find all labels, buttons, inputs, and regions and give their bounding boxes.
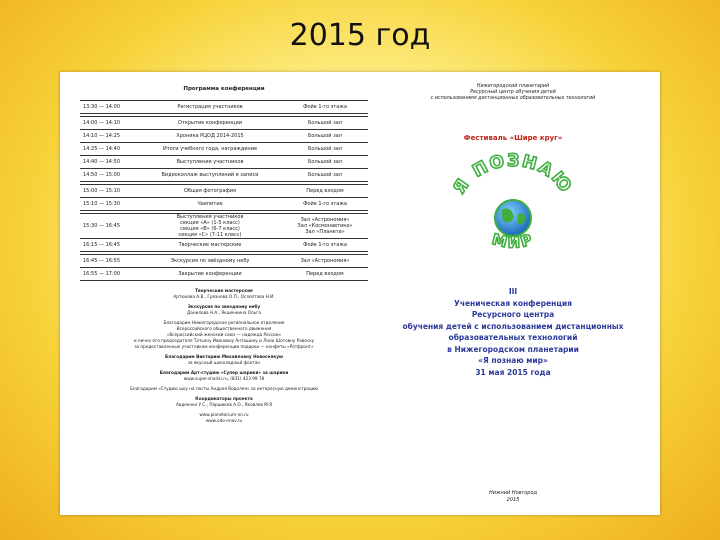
schedule-time: 14:25 — 14:40 (80, 143, 138, 156)
schedule-place: Фойе 1-го этажа (282, 239, 368, 252)
workshops-title: Творческие мастерские (195, 288, 253, 293)
organizer-line: Ресурсный центр обучения детей (470, 90, 556, 95)
schedule-row (80, 214, 368, 239)
schedule-time: 15:00 — 15:10 (80, 185, 138, 198)
schedule-row (80, 117, 368, 130)
schedule-time: 16:55 — 17:00 (80, 268, 138, 281)
thanks-line: Всероссийского общественного движения (176, 326, 272, 331)
thanks-line: за предоставленные участникам конференции подарки — конфеты «Ротфронт» (134, 344, 314, 349)
thanks4-line: Благодарим «Студию шоу на посты Андрея Водолея» за интересную демонстрацию (130, 386, 318, 391)
conference-line: 31 мая 2015 года (475, 367, 551, 377)
schedule-time: 14:40 — 14:50 (80, 156, 138, 169)
conference-line: «Я познаю мир» (478, 356, 548, 365)
program-document (60, 72, 660, 515)
schedule-row (80, 143, 368, 156)
schedule-row (80, 101, 368, 114)
schedule-time: 14:10 — 14:25 (80, 130, 138, 143)
schedule-place: Перед входом (282, 185, 368, 198)
city: Нижний Новгород (488, 490, 537, 496)
schedule-time: 14:00 — 14:10 (80, 117, 138, 130)
schedule-event: Хроника РЦОД 2014-2015 (138, 130, 282, 143)
thanks3-contact: www.super-shariki.ru, (831) 423 99 78 (183, 376, 265, 381)
workshops-names: Артюхова А.В., Грязнова О.П., Ослоптова Н.И. (173, 294, 275, 299)
program-title: Программа конференции (183, 86, 265, 92)
schedule-event: Общая фотография (138, 185, 282, 198)
schedule-row (80, 156, 368, 169)
coordinators-title: Координаторы проекта (195, 396, 253, 401)
schedule-event: Экскурсия по звёздному небу (138, 255, 282, 268)
conference-logo (438, 152, 588, 262)
schedule-row (80, 198, 368, 211)
logo-arc-top: Я ПОЗНАЮ (449, 152, 577, 198)
organizer-line: Нижегородский планетарий (476, 84, 550, 89)
schedule-time: 16:45 — 16:55 (80, 255, 138, 268)
schedule-row (80, 130, 368, 143)
schedule-place: Перед входом (282, 268, 368, 281)
thanks-line: и лично его председателя Татьяну Ивановну Антошину и Лоли Шотовну Равеску (133, 338, 315, 343)
schedule-place: Большой зал (282, 156, 368, 169)
year: 2015 (506, 497, 520, 503)
conference-line: образовательных технологий (448, 333, 578, 342)
schedule-time: 13:30 — 14:00 (80, 101, 138, 114)
schedule-time: 16:15 — 16:45 (80, 239, 138, 252)
excursion-names: Данилова Н.А., Якшенкина Ольга (187, 310, 261, 315)
schedule-event: Творческие мастерские (138, 239, 282, 252)
schedule-place: Большой зал (282, 117, 368, 130)
schedule-row (80, 239, 368, 252)
conference-line: в Нижегородском планетарии (447, 344, 579, 354)
schedule-time: 15:30 — 16:45 (80, 214, 138, 239)
logo-arc-bottom: МИР (490, 229, 536, 252)
thanks-line: «Всероссийский женский союз — надежда России» (166, 332, 282, 337)
program-column (80, 86, 368, 428)
schedule-place: Большой зал (282, 143, 368, 156)
thanks2-line: Благодарим Викторию Михайловну Новоселкую (164, 354, 284, 359)
schedule-event: Закрытие конференции (138, 268, 282, 281)
schedule-event: Выступления участников секция «А» (1-5 класс) секция «В» (6-7 класс) секция «С» (7-11 класс) (138, 214, 282, 239)
schedule-event: Выступления участников (138, 156, 282, 169)
schedule-place: Фойе 1-го этажа (282, 198, 368, 211)
schedule-row (80, 255, 368, 268)
festival-title: Фестиваль «Шире круг» (463, 134, 563, 142)
website-link[interactable]: www.odo-nnov.ru (205, 418, 243, 423)
schedule-row (80, 185, 368, 198)
credits (80, 288, 368, 424)
slide-title: 2015 год (289, 18, 431, 53)
schedule-event: Итоги учебного года, награждение (138, 143, 282, 156)
conference-title (378, 286, 648, 378)
conference-line: Ученическая конференция (454, 298, 572, 308)
schedule-row (80, 169, 368, 182)
schedule-event: Чаепитие (138, 198, 282, 211)
website-link[interactable]: www.planetarium-nn.ru (199, 412, 249, 417)
thanks2-line: за вкусный шоколадный фонтан (187, 360, 261, 365)
coordinators-names: Авдеенко У.С., Паршиков А.О., Яковлев М.Я (175, 402, 273, 407)
schedule-place: Зал «Астрономия» Зал «Космонавтика» Зал «Планета» (282, 214, 368, 239)
schedule-time: 14:50 — 15:00 (80, 169, 138, 182)
thanks-block (80, 320, 368, 350)
conference-line: обучения детей с использованием дистанционных (402, 321, 624, 331)
schedule-event: Регистрация участников (138, 101, 282, 114)
cover-column (378, 84, 648, 504)
schedule-place: Зал «Астрономия» (282, 255, 368, 268)
schedule-table (80, 100, 368, 281)
schedule-place: Фойе 1-го этажа (282, 101, 368, 114)
thanks3-line: Благодарим Арт-студию «Супер шарики» за шарики (159, 370, 289, 375)
schedule-event: Открытие конференции (138, 117, 282, 130)
schedule-place: Большой зал (282, 130, 368, 143)
thanks-line: Благодарим Нижегородское региональное отделение (163, 320, 285, 325)
city-year (378, 490, 648, 504)
organizer-line: с использованием дистанционных образовательных технологий (430, 96, 596, 101)
excursion-title: Экскурсия по звездному небу (187, 304, 261, 309)
schedule-place: Большой зал (282, 169, 368, 182)
conference-line: III (508, 287, 518, 296)
schedule-row (80, 268, 368, 281)
schedule-event: Видеоколлаж выступлений в записи (138, 169, 282, 182)
organizer (378, 84, 648, 102)
schedule-time: 15:10 — 15:30 (80, 198, 138, 211)
conference-line: Ресурсного центра (471, 310, 555, 319)
